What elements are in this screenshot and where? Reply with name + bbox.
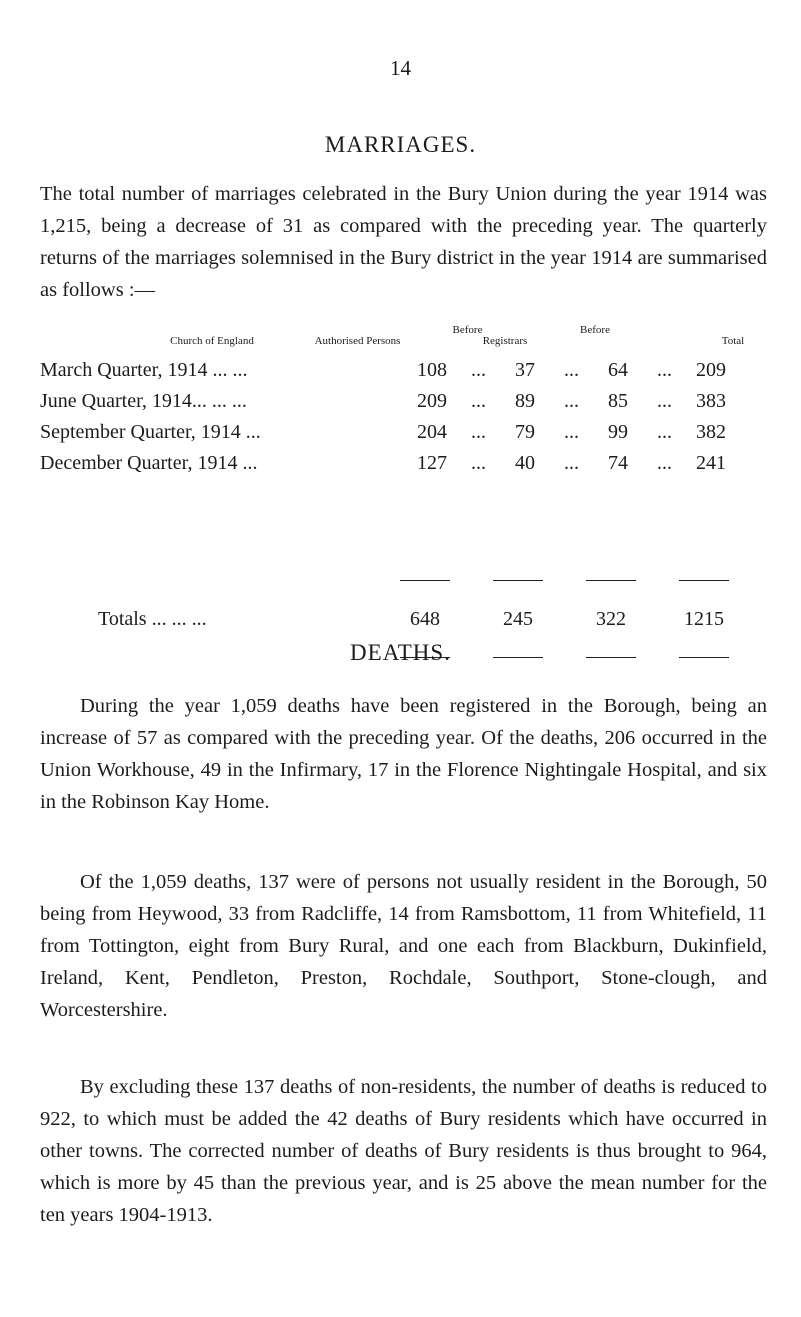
cell-registrars: 99 — [608, 421, 628, 443]
page-number: 14 — [390, 56, 411, 80]
header-total: Total — [721, 335, 745, 347]
cell-registrars: 74 — [608, 452, 628, 474]
header-before-authorised: Before — [452, 324, 483, 336]
table-row — [40, 417, 736, 448]
total-registrars: 322 — [596, 608, 626, 630]
table-row — [40, 448, 736, 479]
marriages-heading: MARRIAGES. — [324, 132, 477, 157]
cell-church: 127 — [417, 452, 447, 474]
deaths-paragraph-1: During the year 1,059 deaths have been registered in the Borough, being an increase of 57 as compared with the preceding year. Of the deaths, 206 occurred in the Union Workhouse, 49 in the Infirmary, 17 in the Florence Nightingale Hospital, and six in the Robinson Kay Home. — [40, 695, 767, 813]
cell-church: 108 — [417, 359, 447, 381]
deaths-heading: DEATHS. — [350, 640, 451, 665]
cell-church: 209 — [417, 390, 447, 412]
rule-registrars — [586, 580, 636, 581]
header-before-registrars: Before — [580, 324, 610, 336]
table-row — [40, 355, 736, 386]
rule-authorised — [493, 580, 543, 581]
deaths-paragraph-2: Of the 1,059 deaths, 137 were of persons not usually resident in the Borough, 50 being from Heywood, 33 from Radcliffe, 14 from Ramsbottom, 11 from Whitefield, 11 from Tottington, eight from Bury Rural, and one each from Blackburn, Dukinfield, Ireland, Kent, Pendleton, Preston, Rochdale, Southport, Stone-clough, and Worcestershire. — [40, 871, 767, 1021]
leader-dots: ... — [564, 390, 579, 412]
leader-dots: ... — [471, 390, 486, 412]
cell-registrars: 85 — [608, 390, 628, 412]
cell-authorised: 40 — [515, 452, 535, 474]
cell-total: 383 — [696, 390, 726, 412]
header-registrars: Registrars — [482, 335, 528, 347]
header-authorised-persons: Authorised Persons — [314, 335, 401, 347]
totals-label: Totals ... ... ... — [98, 608, 207, 630]
leader-dots: ... — [471, 359, 486, 381]
row-label: June Quarter, 1914... ... ... — [40, 390, 247, 412]
total-church: 648 — [410, 608, 440, 630]
leader-dots: ... — [564, 421, 579, 443]
cell-registrars: 64 — [608, 359, 628, 381]
cell-authorised: 89 — [515, 390, 535, 412]
table-row — [40, 386, 736, 417]
total-total: 1215 — [684, 608, 724, 630]
marriages-intro: The total number of marriages celebrated in the Bury Union during the year 1914 was 1,215, being a decrease of 31 as compared with the preceding year. The quarterly returns of the marriages solemnised in the Bury district in the year 1914 are summarised as follows :— — [40, 183, 767, 301]
cell-total: 241 — [696, 452, 726, 474]
row-label: March Quarter, 1914 ... ... — [40, 359, 248, 381]
leader-dots: ... — [564, 452, 579, 474]
leader-dots: ... — [657, 421, 672, 443]
header-church-of-england: Church of England — [170, 335, 254, 347]
cell-total: 209 — [696, 359, 726, 381]
cell-authorised: 37 — [515, 359, 535, 381]
row-label: December Quarter, 1914 ... — [40, 452, 258, 474]
cell-authorised: 79 — [515, 421, 535, 443]
row-label: September Quarter, 1914 ... — [40, 421, 261, 443]
marriages-table — [40, 355, 736, 479]
leader-dots: ... — [657, 390, 672, 412]
rule-total — [679, 580, 729, 581]
leader-dots: ... — [657, 452, 672, 474]
leader-dots: ... — [564, 359, 579, 381]
cell-total: 382 — [696, 421, 726, 443]
cell-church: 204 — [417, 421, 447, 443]
leader-dots: ... — [657, 359, 672, 381]
deaths-paragraph-3: By excluding these 137 deaths of non-residents, the number of deaths is reduced to 922, to which must be added the 42 deaths of Bury residents which have occurred in other towns. The corrected number of deaths of Bury residents is thus brought to 964, which is more by 45 than the previous year, and is 25 above the mean number for the ten years 1904-1913. — [40, 1076, 767, 1226]
leader-dots: ... — [471, 452, 486, 474]
rule-church — [400, 580, 450, 581]
leader-dots: ... — [471, 421, 486, 443]
total-authorised: 245 — [503, 608, 533, 630]
